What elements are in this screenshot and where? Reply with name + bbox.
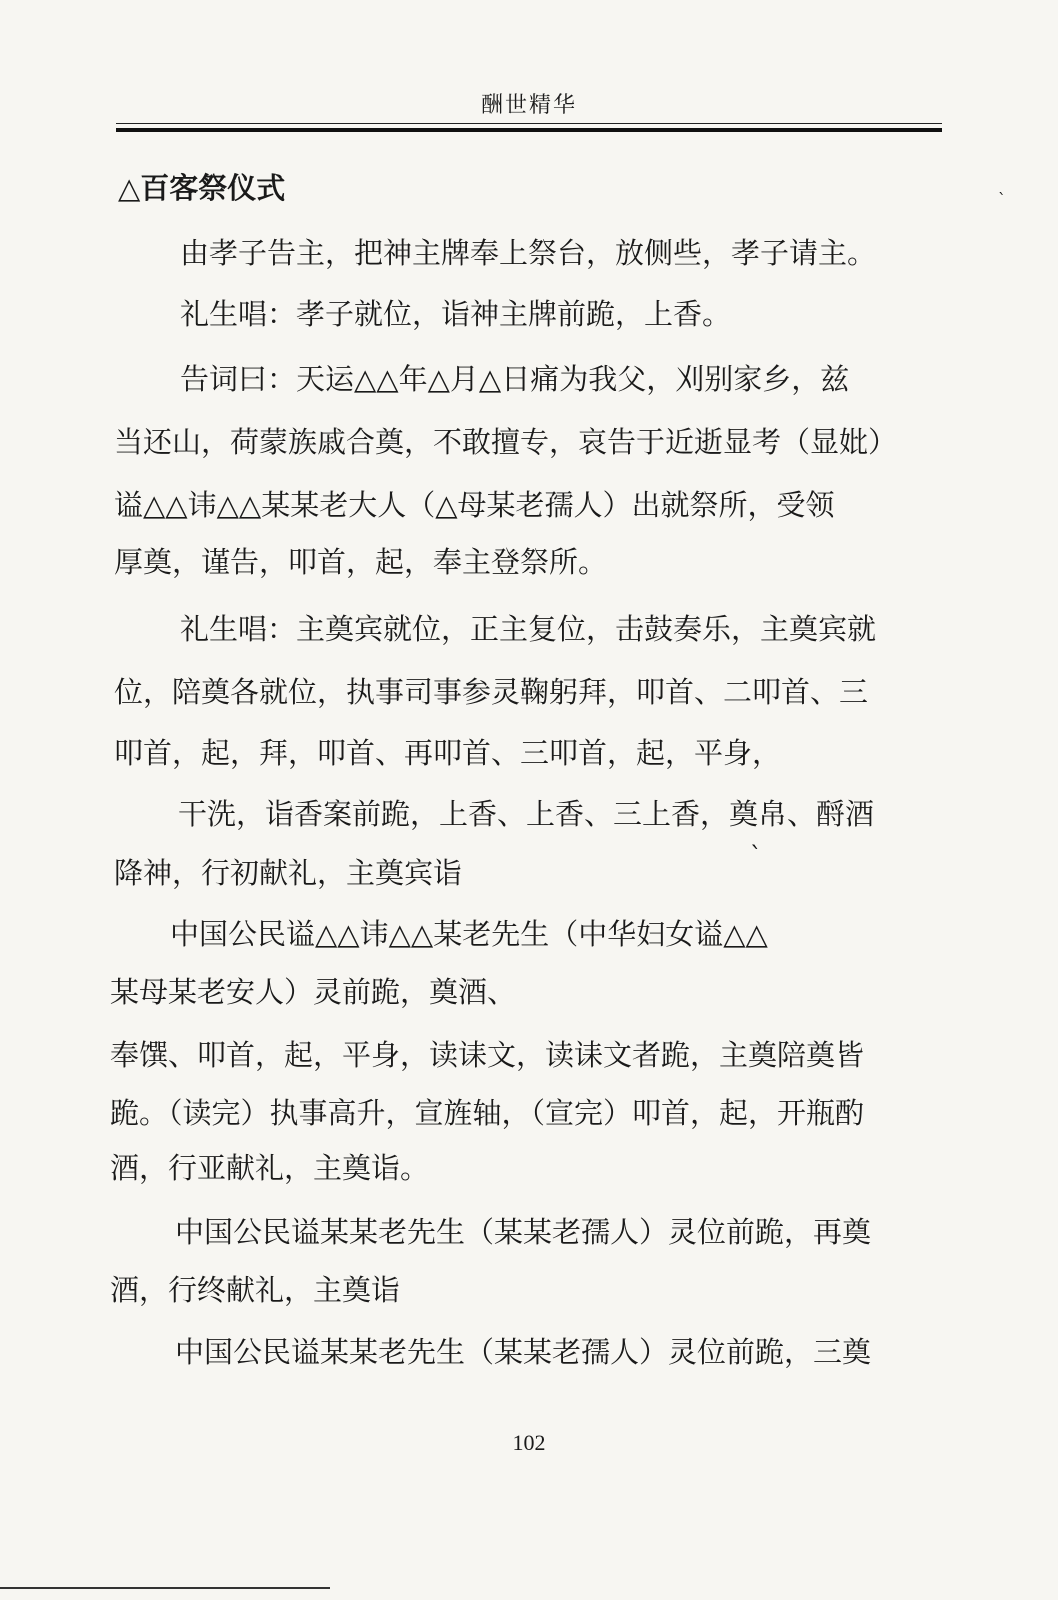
scan-speck: `: [998, 190, 1006, 209]
running-header: 酬世精华: [480, 93, 577, 118]
text-line: 跪。（读完）执事高升，宣旌轴，（宣完）叩首，起，开瓶酌: [110, 1096, 865, 1130]
text-line: 谥△△讳△△某某老大人（△母某老孺人）出就祭所，受领: [114, 488, 835, 522]
text-line: 告词曰：天运△△年△月△日痛为我父，刈别家乡，兹: [180, 362, 850, 396]
header-rule-thick: [116, 128, 942, 132]
scan-speck: `: [750, 842, 762, 870]
text-line: 干洗，诣香案前跪，上香、上香、三上香，奠帛、酹酒: [178, 797, 875, 831]
section-title: △百客祭仪式: [118, 171, 286, 205]
scan-edge-line: [0, 1587, 330, 1589]
text-line: 由孝子告主，把神主牌奉上祭台，放侧些，孝子请主。: [180, 236, 877, 270]
text-line: 中国公民谥某某老先生（某某老孺人）灵位前跪，三奠: [175, 1335, 872, 1369]
text-line: 酒，行终献礼，主奠诣: [110, 1273, 401, 1307]
text-line: 礼生唱：孝子就位，诣神主牌前跪，上香。: [180, 297, 732, 331]
text-line: 降神，行初献礼，主奠宾诣: [114, 856, 463, 890]
text-line: 中国公民谥△△讳△△某老先生（中华妇女谥△△: [170, 917, 768, 951]
text-line: 中国公民谥某某老先生（某某老孺人）灵位前跪，再奠: [175, 1215, 872, 1249]
text-line: 当还山，荷蒙族戚合奠，不敢擅专，哀告于近逝显考（显妣）: [114, 425, 898, 459]
text-line: 奉馔、叩首，起，平身，读诔文，读诔文者跪，主奠陪奠皆: [110, 1038, 865, 1072]
text-line: 酒，行亚献礼，主奠诣。: [110, 1151, 430, 1185]
text-line: 某母某老安人）灵前跪，奠酒、: [110, 975, 517, 1009]
page-number: 102: [512, 1430, 546, 1455]
text-line: 礼生唱：主奠宾就位，正主复位，击鼓奏乐，主奠宾就: [180, 612, 877, 646]
header-rule-thin: [116, 123, 942, 124]
text-line: 位，陪奠各就位，执事司事参灵鞠躬拜，叩首、二叩首、三: [114, 675, 869, 709]
text-line: 厚奠，谨告，叩首，起，奉主登祭所。: [114, 545, 608, 579]
text-line: 叩首，起，拜，叩首、再叩首、三叩首，起，平身，: [114, 736, 782, 770]
